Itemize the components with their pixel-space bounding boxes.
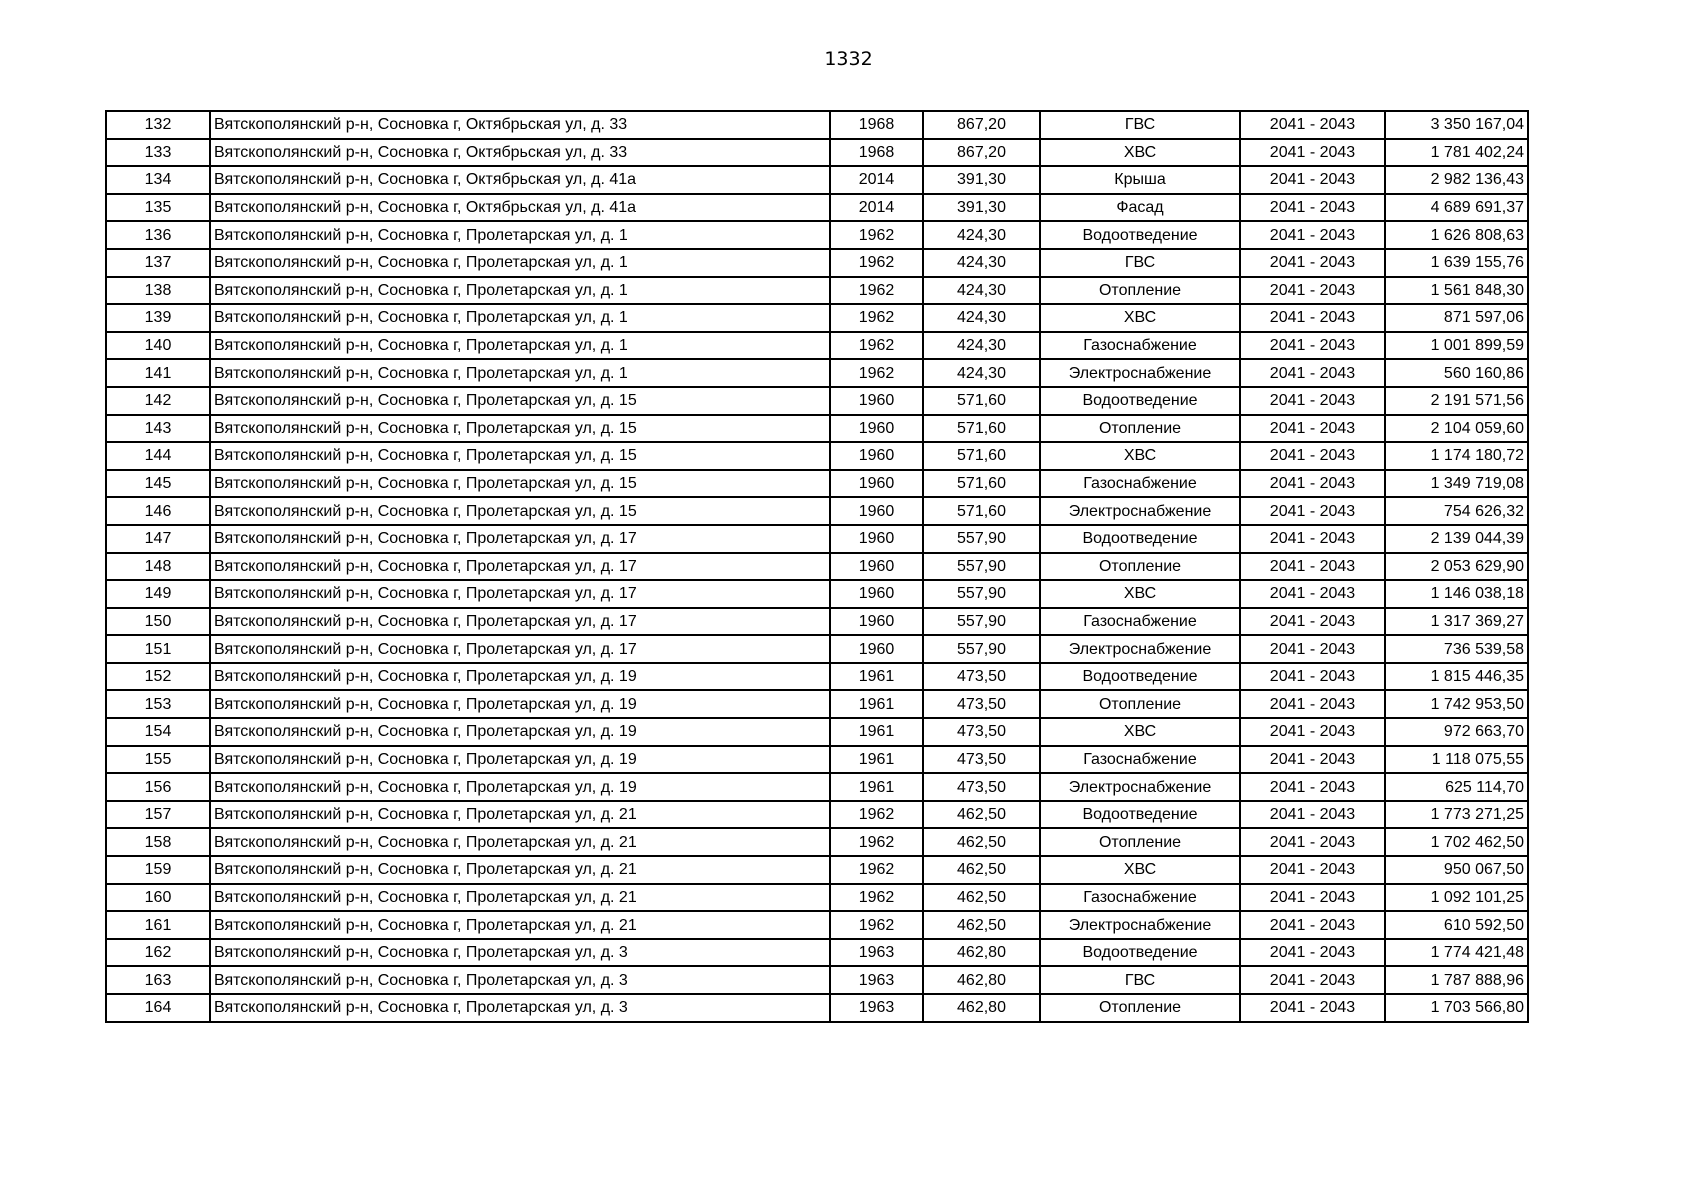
- area-cell: 571,60: [923, 442, 1040, 470]
- year-built-cell: 1963: [830, 994, 923, 1022]
- period-cell: 2041 - 2043: [1240, 304, 1385, 332]
- work-type-cell: ХВС: [1040, 856, 1240, 884]
- area-cell: 424,30: [923, 249, 1040, 277]
- year-built-cell: 1961: [830, 718, 923, 746]
- period-cell: 2041 - 2043: [1240, 387, 1385, 415]
- table-row: [106, 415, 1528, 443]
- area-cell: 867,20: [923, 111, 1040, 139]
- period-cell: 2041 - 2043: [1240, 608, 1385, 636]
- table-row: [106, 111, 1528, 139]
- year-built-cell: 1962: [830, 828, 923, 856]
- year-built-cell: 1962: [830, 249, 923, 277]
- period-cell: 2041 - 2043: [1240, 718, 1385, 746]
- period-cell: 2041 - 2043: [1240, 470, 1385, 498]
- row-number-cell: 163: [106, 966, 210, 994]
- address-cell: Вятскополянский р-н, Сосновка г, Октябрьская ул, д. 33: [210, 111, 830, 139]
- area-cell: 473,50: [923, 718, 1040, 746]
- work-type-cell: ХВС: [1040, 139, 1240, 167]
- year-built-cell: 1960: [830, 415, 923, 443]
- cost-cell: 1 639 155,76: [1385, 249, 1528, 277]
- row-number-cell: 135: [106, 194, 210, 222]
- address-cell: Вятскополянский р-н, Сосновка г, Пролетарская ул, д. 3: [210, 966, 830, 994]
- year-built-cell: 1960: [830, 442, 923, 470]
- address-cell: Вятскополянский р-н, Сосновка г, Пролетарская ул, д. 15: [210, 442, 830, 470]
- row-number-cell: 148: [106, 553, 210, 581]
- area-cell: 557,90: [923, 553, 1040, 581]
- work-type-cell: Электроснабжение: [1040, 911, 1240, 939]
- cost-cell: 736 539,58: [1385, 635, 1528, 663]
- area-cell: 424,30: [923, 304, 1040, 332]
- table-row: [106, 525, 1528, 553]
- row-number-cell: 136: [106, 221, 210, 249]
- cost-cell: 625 114,70: [1385, 773, 1528, 801]
- area-cell: 462,80: [923, 939, 1040, 967]
- work-type-cell: ХВС: [1040, 304, 1240, 332]
- period-cell: 2041 - 2043: [1240, 332, 1385, 360]
- period-cell: 2041 - 2043: [1240, 690, 1385, 718]
- address-cell: Вятскополянский р-н, Сосновка г, Пролетарская ул, д. 17: [210, 580, 830, 608]
- table-row: [106, 608, 1528, 636]
- cost-cell: 1 174 180,72: [1385, 442, 1528, 470]
- cost-cell: 2 191 571,56: [1385, 387, 1528, 415]
- table-row: [106, 359, 1528, 387]
- period-cell: 2041 - 2043: [1240, 111, 1385, 139]
- year-built-cell: 1962: [830, 884, 923, 912]
- cost-cell: 560 160,86: [1385, 359, 1528, 387]
- cost-cell: 950 067,50: [1385, 856, 1528, 884]
- table-row: [106, 332, 1528, 360]
- address-cell: Вятскополянский р-н, Сосновка г, Пролетарская ул, д. 19: [210, 746, 830, 774]
- table-row: [106, 966, 1528, 994]
- work-type-cell: Отопление: [1040, 553, 1240, 581]
- cost-cell: 1 317 369,27: [1385, 608, 1528, 636]
- row-number-cell: 155: [106, 746, 210, 774]
- row-number-cell: 143: [106, 415, 210, 443]
- row-number-cell: 144: [106, 442, 210, 470]
- area-cell: 462,50: [923, 911, 1040, 939]
- area-cell: 391,30: [923, 166, 1040, 194]
- address-cell: Вятскополянский р-н, Сосновка г, Пролетарская ул, д. 21: [210, 911, 830, 939]
- area-cell: 462,50: [923, 856, 1040, 884]
- row-number-cell: 138: [106, 277, 210, 305]
- cost-cell: 871 597,06: [1385, 304, 1528, 332]
- area-cell: 571,60: [923, 470, 1040, 498]
- row-number-cell: 146: [106, 497, 210, 525]
- work-type-cell: Газоснабжение: [1040, 608, 1240, 636]
- table-row: [106, 497, 1528, 525]
- row-number-cell: 151: [106, 635, 210, 663]
- row-number-cell: 132: [106, 111, 210, 139]
- work-type-cell: Электроснабжение: [1040, 359, 1240, 387]
- page-number: 1332: [824, 48, 873, 70]
- table-row: [106, 828, 1528, 856]
- area-cell: 424,30: [923, 277, 1040, 305]
- period-cell: 2041 - 2043: [1240, 884, 1385, 912]
- work-type-cell: Газоснабжение: [1040, 470, 1240, 498]
- work-type-cell: Крыша: [1040, 166, 1240, 194]
- year-built-cell: 1961: [830, 663, 923, 691]
- period-cell: 2041 - 2043: [1240, 635, 1385, 663]
- work-type-cell: Отопление: [1040, 277, 1240, 305]
- year-built-cell: 1960: [830, 525, 923, 553]
- period-cell: 2041 - 2043: [1240, 966, 1385, 994]
- cost-cell: 1 118 075,55: [1385, 746, 1528, 774]
- area-cell: 424,30: [923, 221, 1040, 249]
- row-number-cell: 140: [106, 332, 210, 360]
- table-row: [106, 166, 1528, 194]
- work-type-cell: ГВС: [1040, 111, 1240, 139]
- period-cell: 2041 - 2043: [1240, 773, 1385, 801]
- cost-cell: 972 663,70: [1385, 718, 1528, 746]
- cost-cell: 754 626,32: [1385, 497, 1528, 525]
- address-cell: Вятскополянский р-н, Сосновка г, Пролетарская ул, д. 1: [210, 304, 830, 332]
- year-built-cell: 1962: [830, 911, 923, 939]
- period-cell: 2041 - 2043: [1240, 277, 1385, 305]
- address-cell: Вятскополянский р-н, Сосновка г, Пролетарская ул, д. 1: [210, 359, 830, 387]
- row-number-cell: 150: [106, 608, 210, 636]
- cost-cell: 1 742 953,50: [1385, 690, 1528, 718]
- period-cell: 2041 - 2043: [1240, 994, 1385, 1022]
- year-built-cell: 1963: [830, 939, 923, 967]
- period-cell: 2041 - 2043: [1240, 249, 1385, 277]
- address-cell: Вятскополянский р-н, Сосновка г, Октябрьская ул, д. 33: [210, 139, 830, 167]
- work-type-cell: Отопление: [1040, 415, 1240, 443]
- work-type-cell: ХВС: [1040, 442, 1240, 470]
- area-cell: 571,60: [923, 415, 1040, 443]
- table-row: [106, 194, 1528, 222]
- table-row: [106, 884, 1528, 912]
- cost-cell: 1 774 421,48: [1385, 939, 1528, 967]
- address-cell: Вятскополянский р-н, Сосновка г, Пролетарская ул, д. 17: [210, 553, 830, 581]
- work-type-cell: Электроснабжение: [1040, 497, 1240, 525]
- period-cell: 2041 - 2043: [1240, 415, 1385, 443]
- address-cell: Вятскополянский р-н, Сосновка г, Октябрьская ул, д. 41а: [210, 194, 830, 222]
- cost-cell: 1 146 038,18: [1385, 580, 1528, 608]
- year-built-cell: 1961: [830, 746, 923, 774]
- area-cell: 391,30: [923, 194, 1040, 222]
- row-number-cell: 147: [106, 525, 210, 553]
- period-cell: 2041 - 2043: [1240, 553, 1385, 581]
- work-type-cell: Водоотведение: [1040, 939, 1240, 967]
- address-cell: Вятскополянский р-н, Сосновка г, Пролетарская ул, д. 17: [210, 608, 830, 636]
- address-cell: Вятскополянский р-н, Сосновка г, Пролетарская ул, д. 15: [210, 497, 830, 525]
- work-type-cell: Водоотведение: [1040, 387, 1240, 415]
- cost-cell: 4 689 691,37: [1385, 194, 1528, 222]
- table-row: [106, 580, 1528, 608]
- table-row: [106, 663, 1528, 691]
- work-type-cell: Фасад: [1040, 194, 1240, 222]
- area-cell: 473,50: [923, 663, 1040, 691]
- year-built-cell: 1960: [830, 497, 923, 525]
- year-built-cell: 1962: [830, 277, 923, 305]
- work-type-cell: Водоотведение: [1040, 801, 1240, 829]
- cost-cell: 1 349 719,08: [1385, 470, 1528, 498]
- row-number-cell: 142: [106, 387, 210, 415]
- period-cell: 2041 - 2043: [1240, 856, 1385, 884]
- table-row: [106, 139, 1528, 167]
- cost-cell: 1 787 888,96: [1385, 966, 1528, 994]
- year-built-cell: 1961: [830, 773, 923, 801]
- address-cell: Вятскополянский р-н, Сосновка г, Пролетарская ул, д. 19: [210, 690, 830, 718]
- area-cell: 462,80: [923, 966, 1040, 994]
- address-cell: Вятскополянский р-н, Сосновка г, Пролетарская ул, д. 19: [210, 663, 830, 691]
- area-cell: 424,30: [923, 359, 1040, 387]
- year-built-cell: 1962: [830, 801, 923, 829]
- table-row: [106, 304, 1528, 332]
- work-type-cell: Водоотведение: [1040, 525, 1240, 553]
- period-cell: 2041 - 2043: [1240, 663, 1385, 691]
- address-cell: Вятскополянский р-н, Сосновка г, Пролетарская ул, д. 15: [210, 470, 830, 498]
- row-number-cell: 133: [106, 139, 210, 167]
- table-row: [106, 773, 1528, 801]
- year-built-cell: 1962: [830, 856, 923, 884]
- year-built-cell: 1962: [830, 359, 923, 387]
- table-row: [106, 746, 1528, 774]
- cost-cell: 1 001 899,59: [1385, 332, 1528, 360]
- table-row: [106, 939, 1528, 967]
- row-number-cell: 145: [106, 470, 210, 498]
- work-type-cell: Отопление: [1040, 994, 1240, 1022]
- row-number-cell: 154: [106, 718, 210, 746]
- year-built-cell: 1960: [830, 470, 923, 498]
- table-row: [106, 442, 1528, 470]
- work-type-cell: Газоснабжение: [1040, 332, 1240, 360]
- cost-cell: 2 104 059,60: [1385, 415, 1528, 443]
- row-number-cell: 152: [106, 663, 210, 691]
- work-type-cell: Отопление: [1040, 828, 1240, 856]
- work-type-cell: Газоснабжение: [1040, 746, 1240, 774]
- cost-cell: 1 092 101,25: [1385, 884, 1528, 912]
- period-cell: 2041 - 2043: [1240, 746, 1385, 774]
- address-cell: Вятскополянский р-н, Сосновка г, Пролетарская ул, д. 1: [210, 332, 830, 360]
- period-cell: 2041 - 2043: [1240, 442, 1385, 470]
- work-type-cell: ГВС: [1040, 966, 1240, 994]
- area-cell: 571,60: [923, 497, 1040, 525]
- year-built-cell: 1962: [830, 304, 923, 332]
- year-built-cell: 1968: [830, 111, 923, 139]
- area-cell: 462,50: [923, 801, 1040, 829]
- year-built-cell: 1960: [830, 608, 923, 636]
- address-cell: Вятскополянский р-н, Сосновка г, Пролетарская ул, д. 3: [210, 994, 830, 1022]
- table-row: [106, 387, 1528, 415]
- row-number-cell: 139: [106, 304, 210, 332]
- year-built-cell: 1960: [830, 553, 923, 581]
- period-cell: 2041 - 2043: [1240, 911, 1385, 939]
- period-cell: 2041 - 2043: [1240, 166, 1385, 194]
- row-number-cell: 134: [106, 166, 210, 194]
- row-number-cell: 159: [106, 856, 210, 884]
- row-number-cell: 149: [106, 580, 210, 608]
- address-cell: Вятскополянский р-н, Сосновка г, Пролетарская ул, д. 1: [210, 249, 830, 277]
- row-number-cell: 164: [106, 994, 210, 1022]
- year-built-cell: 1960: [830, 635, 923, 663]
- work-type-cell: Электроснабжение: [1040, 773, 1240, 801]
- address-cell: Вятскополянский р-н, Сосновка г, Пролетарская ул, д. 15: [210, 415, 830, 443]
- row-number-cell: 141: [106, 359, 210, 387]
- work-type-cell: ХВС: [1040, 580, 1240, 608]
- year-built-cell: 1960: [830, 580, 923, 608]
- table-row: [106, 994, 1528, 1022]
- address-cell: Вятскополянский р-н, Сосновка г, Пролетарская ул, д. 1: [210, 221, 830, 249]
- area-cell: 473,50: [923, 773, 1040, 801]
- table-row: [106, 856, 1528, 884]
- cost-cell: 1 703 566,80: [1385, 994, 1528, 1022]
- cost-cell: 610 592,50: [1385, 911, 1528, 939]
- year-built-cell: 2014: [830, 166, 923, 194]
- year-built-cell: 2014: [830, 194, 923, 222]
- period-cell: 2041 - 2043: [1240, 139, 1385, 167]
- cost-cell: 2 139 044,39: [1385, 525, 1528, 553]
- table-row: [106, 470, 1528, 498]
- cost-cell: 2 053 629,90: [1385, 553, 1528, 581]
- address-cell: Вятскополянский р-н, Сосновка г, Пролетарская ул, д. 3: [210, 939, 830, 967]
- address-cell: Вятскополянский р-н, Сосновка г, Пролетарская ул, д. 17: [210, 635, 830, 663]
- period-cell: 2041 - 2043: [1240, 525, 1385, 553]
- year-built-cell: 1962: [830, 221, 923, 249]
- address-cell: Вятскополянский р-н, Сосновка г, Пролетарская ул, д. 19: [210, 773, 830, 801]
- area-cell: 557,90: [923, 635, 1040, 663]
- area-cell: 473,50: [923, 746, 1040, 774]
- cost-cell: 1 773 271,25: [1385, 801, 1528, 829]
- work-type-cell: Водоотведение: [1040, 663, 1240, 691]
- year-built-cell: 1960: [830, 387, 923, 415]
- table-body: [106, 111, 1528, 1022]
- table-row: [106, 911, 1528, 939]
- work-type-cell: Газоснабжение: [1040, 884, 1240, 912]
- cost-cell: 1 702 462,50: [1385, 828, 1528, 856]
- row-number-cell: 153: [106, 690, 210, 718]
- row-number-cell: 157: [106, 801, 210, 829]
- year-built-cell: 1963: [830, 966, 923, 994]
- period-cell: 2041 - 2043: [1240, 359, 1385, 387]
- address-cell: Вятскополянский р-н, Сосновка г, Пролетарская ул, д. 21: [210, 856, 830, 884]
- period-cell: 2041 - 2043: [1240, 221, 1385, 249]
- table-row: [106, 635, 1528, 663]
- row-number-cell: 158: [106, 828, 210, 856]
- table-row: [106, 249, 1528, 277]
- area-cell: 557,90: [923, 580, 1040, 608]
- repair-schedule-table: [105, 110, 1529, 1023]
- row-number-cell: 161: [106, 911, 210, 939]
- table-row: [106, 221, 1528, 249]
- area-cell: 867,20: [923, 139, 1040, 167]
- work-type-cell: Электроснабжение: [1040, 635, 1240, 663]
- period-cell: 2041 - 2043: [1240, 497, 1385, 525]
- cost-cell: 1 781 402,24: [1385, 139, 1528, 167]
- area-cell: 462,50: [923, 884, 1040, 912]
- area-cell: 424,30: [923, 332, 1040, 360]
- area-cell: 462,80: [923, 994, 1040, 1022]
- cost-cell: 1 561 848,30: [1385, 277, 1528, 305]
- cost-cell: 1 815 446,35: [1385, 663, 1528, 691]
- table-row: [106, 718, 1528, 746]
- table-row: [106, 553, 1528, 581]
- area-cell: 557,90: [923, 608, 1040, 636]
- address-cell: Вятскополянский р-н, Сосновка г, Пролетарская ул, д. 15: [210, 387, 830, 415]
- work-type-cell: ГВС: [1040, 249, 1240, 277]
- address-cell: Вятскополянский р-н, Сосновка г, Пролетарская ул, д. 21: [210, 884, 830, 912]
- work-type-cell: Водоотведение: [1040, 221, 1240, 249]
- area-cell: 571,60: [923, 387, 1040, 415]
- table-row: [106, 277, 1528, 305]
- cost-cell: 3 350 167,04: [1385, 111, 1528, 139]
- table-row: [106, 801, 1528, 829]
- year-built-cell: 1962: [830, 332, 923, 360]
- row-number-cell: 162: [106, 939, 210, 967]
- table-row: [106, 690, 1528, 718]
- year-built-cell: 1968: [830, 139, 923, 167]
- period-cell: 2041 - 2043: [1240, 194, 1385, 222]
- period-cell: 2041 - 2043: [1240, 580, 1385, 608]
- period-cell: 2041 - 2043: [1240, 828, 1385, 856]
- address-cell: Вятскополянский р-н, Сосновка г, Пролетарская ул, д. 1: [210, 277, 830, 305]
- row-number-cell: 160: [106, 884, 210, 912]
- address-cell: Вятскополянский р-н, Сосновка г, Пролетарская ул, д. 21: [210, 828, 830, 856]
- period-cell: 2041 - 2043: [1240, 801, 1385, 829]
- address-cell: Вятскополянский р-н, Сосновка г, Пролетарская ул, д. 21: [210, 801, 830, 829]
- address-cell: Вятскополянский р-н, Сосновка г, Октябрьская ул, д. 41а: [210, 166, 830, 194]
- address-cell: Вятскополянский р-н, Сосновка г, Пролетарская ул, д. 19: [210, 718, 830, 746]
- work-type-cell: ХВС: [1040, 718, 1240, 746]
- year-built-cell: 1961: [830, 690, 923, 718]
- area-cell: 557,90: [923, 525, 1040, 553]
- row-number-cell: 137: [106, 249, 210, 277]
- address-cell: Вятскополянский р-н, Сосновка г, Пролетарская ул, д. 17: [210, 525, 830, 553]
- period-cell: 2041 - 2043: [1240, 939, 1385, 967]
- work-type-cell: Отопление: [1040, 690, 1240, 718]
- cost-cell: 1 626 808,63: [1385, 221, 1528, 249]
- area-cell: 473,50: [923, 690, 1040, 718]
- area-cell: 462,50: [923, 828, 1040, 856]
- cost-cell: 2 982 136,43: [1385, 166, 1528, 194]
- row-number-cell: 156: [106, 773, 210, 801]
